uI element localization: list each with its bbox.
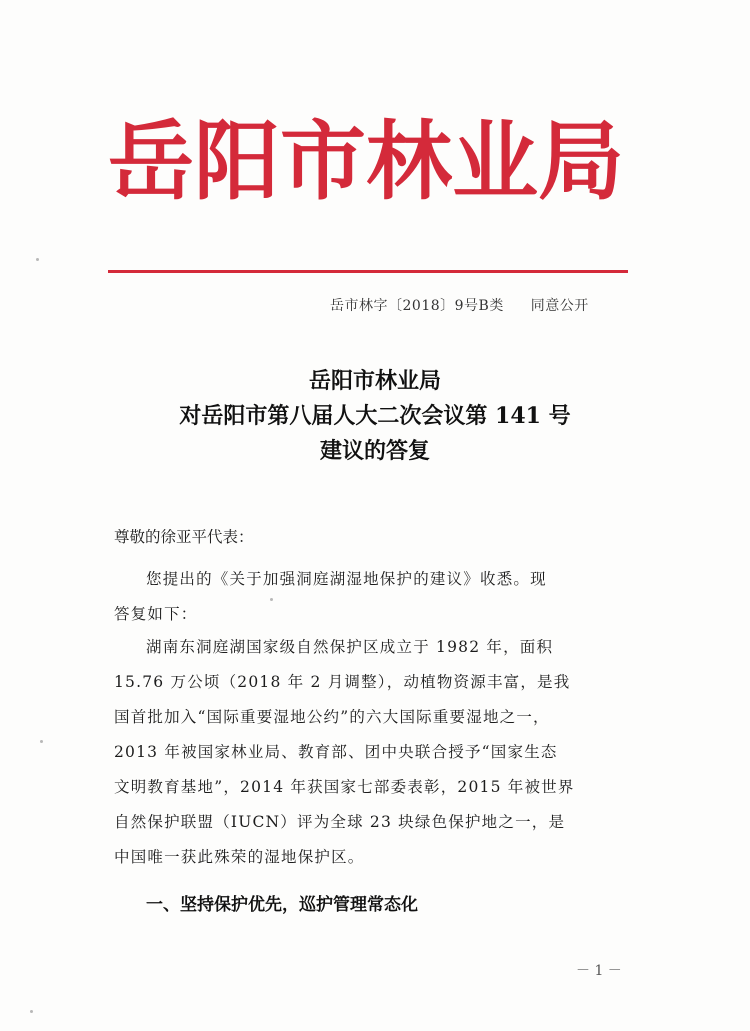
salutation: 尊敬的徐亚平代表： xyxy=(114,528,254,546)
disclosure-status: 同意公开 xyxy=(530,298,589,314)
letterhead-red-rule xyxy=(108,270,628,273)
scan-speck xyxy=(40,740,43,743)
paragraph-1-line: 答复如下： xyxy=(114,605,198,623)
scan-speck xyxy=(30,1010,33,1013)
scan-speck xyxy=(270,598,273,601)
section-heading-1: 一、坚持保护优先，巡护管理常态化 xyxy=(146,895,418,915)
document-number-line xyxy=(330,296,630,316)
paragraph-2-line: 15.76 万公顷（2018 年 2 月调整），动植物资源丰富，是我 xyxy=(114,673,571,691)
document-code: 岳市林字〔2018〕9号B类 xyxy=(330,298,504,314)
title-line-2: 对岳阳市第八届人大二次会议第 141 号 xyxy=(179,403,571,429)
paragraph-2-line: 文明教育基地”，2014 年获国家七部委表彰，2015 年被世界 xyxy=(114,778,575,796)
title-line-1: 岳阳市林业局 xyxy=(308,368,441,394)
paragraph-2-line: 自然保护联盟（IUCN）评为全球 23 块绿色保护地之一，是 xyxy=(114,813,566,831)
paragraph-2-line: 2013 年被国家林业局、教育部、团中央联合授予“国家生态 xyxy=(114,743,558,761)
paragraph-1-line: 您提出的《关于加强洞庭湖湿地保护的建议》收悉。现 xyxy=(146,570,547,588)
paragraph-2 xyxy=(114,630,626,875)
page-number: － 1 － xyxy=(576,963,622,979)
paragraph-1 xyxy=(114,562,626,632)
scan-speck xyxy=(36,258,39,261)
letterhead-title: 岳阳市林业局 xyxy=(108,112,624,212)
paragraph-2-line: 国首批加入“国际重要湿地公约”的六大国际重要湿地之一， xyxy=(114,708,550,726)
paragraph-2-line: 中国唯一获此殊荣的湿地保护区。 xyxy=(114,848,365,866)
paragraph-2-line: 湖南东洞庭湖国家级自然保护区成立于 1982 年，面积 xyxy=(146,638,554,656)
title-line-3: 建议的答复 xyxy=(319,438,430,464)
document-title xyxy=(80,364,670,469)
